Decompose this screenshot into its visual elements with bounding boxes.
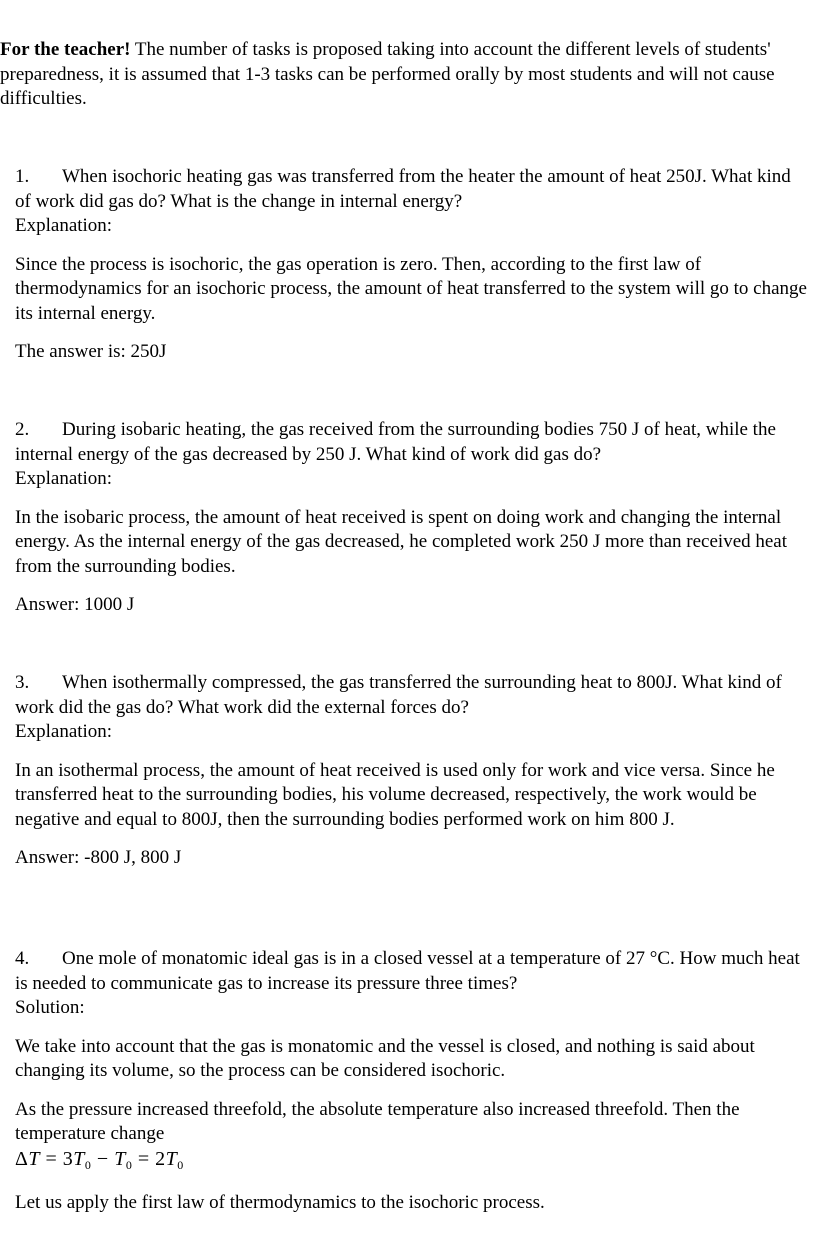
- formula-subscript: 0: [177, 1157, 184, 1172]
- task-1: [15, 165, 810, 365]
- formula-symbol: T: [28, 1147, 40, 1170]
- formula-delta: Δ: [15, 1147, 29, 1170]
- task-3: [15, 671, 810, 871]
- task-number: 1.: [15, 166, 30, 187]
- task-question: [15, 165, 810, 214]
- task-number: 4.: [15, 948, 30, 969]
- task-question-text: During isobaric heating, the gas received from the surrounding bodies 750 J of heat, while the internal energy of the gas decreased by 250 J. What kind of work did gas do?: [15, 419, 776, 465]
- formula-subscript: 0: [125, 1157, 133, 1172]
- task-label: Explanation:: [15, 721, 113, 742]
- task-explanation: In an isothermal process, the amount of heat received is used only for work and vice versa. Since he transferred heat to the surrounding bodies, his volume decreased, respectively, the work would be negative and equal to 800J, then the surrounding bodies performed work on him 800 J.: [15, 759, 775, 830]
- formula-subscript: 0: [84, 1157, 92, 1172]
- formula-text: = 3: [40, 1147, 74, 1170]
- task-answer: The answer is: 250J: [15, 341, 167, 362]
- teacher-note-text: The number of tasks is proposed taking into account the different levels of students' preparedness, it is assumed that 1-3 tasks can be performed orally by most students and will not cause difficulties.: [0, 39, 775, 109]
- task-explanation: Since the process is isochoric, the gas operation is zero. Then, according to the first law of thermodynamics for an isochoric process, the amount of heat transferred to the system will go to change its internal energy.: [15, 253, 807, 324]
- teacher-note-heading: For the teacher!: [0, 39, 131, 60]
- task-explanation: Let us apply the first law of thermodynamics to the isochoric process.: [15, 1192, 545, 1213]
- temperature-change-formula: [15, 1147, 810, 1178]
- task-question: [15, 671, 810, 720]
- task-answer: Answer: 1000 J: [15, 594, 135, 615]
- formula-text: −: [91, 1147, 115, 1170]
- task-number: 2.: [15, 419, 30, 440]
- task-explanation: We take into account that the gas is monatomic and the vessel is closed, and nothing is said about changing its volume, so the process can be considered isochoric.: [15, 1035, 755, 1081]
- task-question: [15, 947, 810, 996]
- task-explanation: In the isobaric process, the amount of heat received is spent on doing work and changing the internal energy. As the internal energy of the gas decreased, he completed work 250 J more than received heat from the surrounding bodies.: [15, 506, 788, 577]
- task-question-text: When isothermally compressed, the gas transferred the surrounding heat to 800J. What kind of work did the gas do? What work did the external forces do?: [15, 672, 782, 718]
- task-label: Explanation:: [15, 468, 113, 489]
- task-question-text: When isochoric heating gas was transferred from the heater the amount of heat 250J. What kind of work did gas do? What is the change in internal energy?: [15, 166, 791, 212]
- task-label: Solution:: [15, 997, 85, 1018]
- task-2: [15, 418, 810, 618]
- formula-symbol: T: [165, 1147, 178, 1170]
- task-number: 3.: [15, 672, 30, 693]
- task-answer: Answer: -800 J, 800 J: [15, 847, 182, 868]
- task-label: Explanation:: [15, 215, 113, 236]
- formula-text: = 2: [132, 1147, 166, 1170]
- task-explanation: As the pressure increased threefold, the absolute temperature also increased threefold. Then the temperature change: [15, 1098, 740, 1144]
- formula-symbol: T: [114, 1147, 126, 1170]
- formula-symbol: T: [73, 1147, 85, 1170]
- task-question-text: One mole of monatomic ideal gas is in a closed vessel at a temperature of 27 °C. How much heat is needed to communicate gas to increase its pressure three times?: [15, 948, 800, 994]
- task-4: [15, 947, 810, 1216]
- task-question: [15, 418, 810, 467]
- teacher-note: [0, 38, 812, 112]
